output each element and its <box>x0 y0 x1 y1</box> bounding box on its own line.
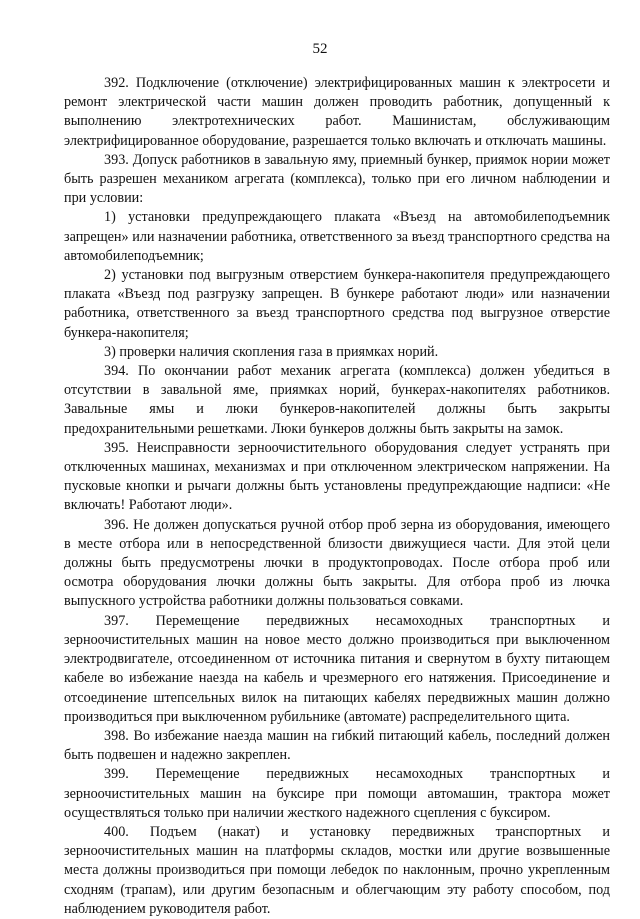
paragraph-395: 395. Неисправности зерноочистительного оборудования следует устранять при отключенных машинах, механизмах и при отключенном электрическом напряжении. На пусковые кнопки и рычаги должны быть установлены предупреждающие надписи: «Не включать! Работают люди». <box>64 439 610 514</box>
paragraph-394: 394. По окончании работ механик агрегата (комплекса) должен убедиться в отсутствии в завальной яме, приямках норий, бункерах-накопителях работников. Завальные ямы и люки бункеров-накопителей должны быть закрыты предохранительными решетками. Люки бункеров должны быть закрыты на замок. <box>64 363 610 437</box>
paragraph-399: 399. Перемещение передвижных несамоходных транспортных и зерноочистительных машин на буксире при помощи автомашин, трактора может осуществляться только при наличии жесткого надежного сцепления с буксиром. <box>64 766 610 821</box>
paragraph-393: 393. Допуск работников в завальную яму, приемный бункер, приямок нории может быть разрешен механиком агрегата (комплекса), только при его личном наблюдении и при условии: <box>64 151 610 207</box>
paragraph-400: 400. Подъем (накат) и установку передвижных транспортных и зерноочистительных машин на платформы складов, мостки или другие возвышенные места должны производиться при помощи лебедок по наклонным, прочно укрепленным сходням (трапам), или другим безопасным и облегчающим эту работу способом, под наблюдением руководителя работ. <box>64 823 610 917</box>
paragraph-392: 392. Подключение (отключение) электрифицированных машин к электросети и ремонт электрической части машин должен проводить работник, допущенный к выполнению электротехнических работ. Машинистам, обслуживающим электрифицированное оборудование, разрешается только включать и отключать машины. <box>64 75 610 149</box>
page-body <box>64 74 610 919</box>
paragraph-393-item-1: 1) установки предупреждающего плаката «Въезд на автомобилеподъемник запрещен» или назначении работника, ответственного за въезд транспортного средства на автомобилеподъемник; <box>64 209 610 264</box>
paragraph-393-item-2: 2) установки под выгрузным отверстием бункера-накопителя предупреждающего плаката «Въезд под разгрузку запрещен. В бункере работают люди» или назначении работника, ответственного за въезд транспортного средства под выгрузное отверстие бункера-накопителя; <box>64 267 610 341</box>
paragraph-396: 396. Не должен допускаться ручной отбор проб зерна из оборудования, имеющего в месте отбора или в непосредственной близости движущиеся части. Для этой цели должны быть предусмотрены лючки в продуктопроводах. После отбора проб или осмотра оборудования лючки должны быть закрыты. Для отбора проб из лючка выпускного устройства работники должны пользоваться совками. <box>64 516 610 610</box>
paragraph-397: 397. Перемещение передвижных несамоходных транспортных и зерноочистительных машин на новое место должно производиться при выключенном электродвигателе, отсоединенном от источника питания и свернутом в бухту питающем кабеле во избежание наезда на кабель и чрезмерного его натяжения. Присоединение и отсоединение штепсельных вилок на питающих кабелях передвижных машин должно производиться при выключенном рубильнике (автомате) распределительного щита. <box>64 612 610 725</box>
page-number: 52 <box>312 41 328 57</box>
paragraph-393-item-3: 3) проверки наличия скопления газа в приямках норий. <box>104 343 439 360</box>
paragraph-398: 398. Во избежание наезда машин на гибкий питающий кабель, последний должен быть подвешен и надежно закреплен. <box>64 727 610 764</box>
